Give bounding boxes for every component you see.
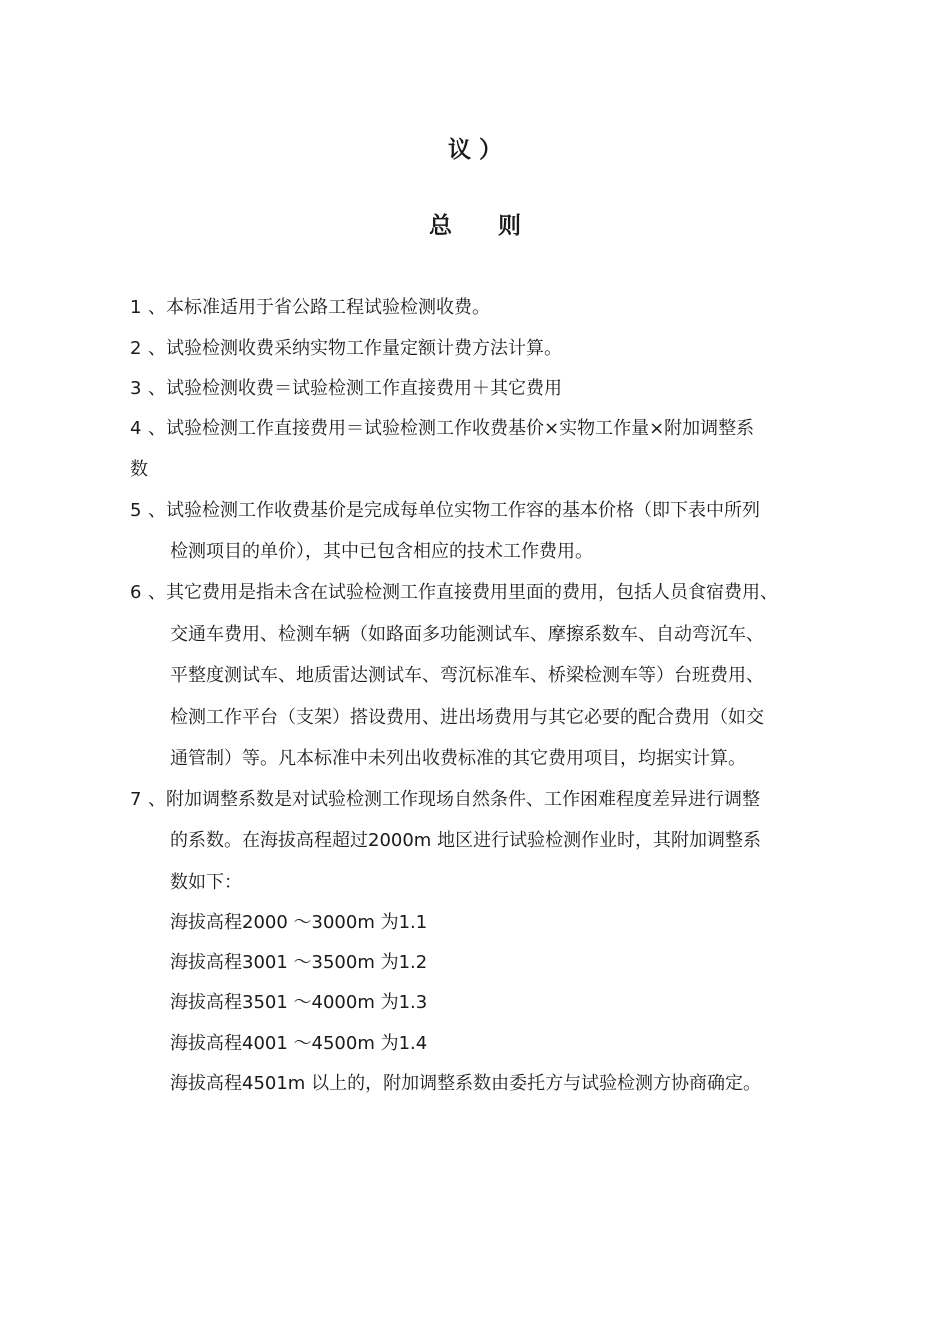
item-text-continuation: 交通车费用、检测车辆（如路面多功能测试车、摩擦系数车、自动弯沉车、: [170, 624, 764, 645]
item-text-continuation: 通管制）等。凡本标准中未列出收费标准的其它费用项目，均据实计算。: [170, 748, 746, 769]
section-title: 总 则: [429, 213, 521, 239]
item-text-continuation: 检测项目的单价），其中已包含相应的技术工作费用。: [170, 541, 593, 562]
altitude-rule: 海拔高程4501m 以上的，附加调整系数由委托方与试验检测方协商确定。: [170, 1073, 762, 1094]
page-header-fragment: 议 ）: [447, 137, 502, 163]
altitude-rule: 海拔高程3001 ～3500m 为1.2: [170, 952, 428, 973]
item-number: 6: [130, 582, 142, 603]
item-number: 4: [130, 418, 142, 439]
item-text: 、试验检测收费采纳实物工作量定额计费方法计算。: [148, 338, 562, 359]
item-number: 7: [130, 789, 142, 810]
item-text-continuation: 平整度测试车、地质雷达测试车、弯沉标准车、桥梁检测车等）台班费用、: [170, 665, 764, 686]
item-text-continuation: 数: [130, 459, 148, 480]
item-text: 、附加调整系数是对试验检测工作现场自然条件、工作困难程度差异进行调整: [148, 789, 760, 810]
item-text: 、本标准适用于省公路工程试验检测收费。: [148, 297, 490, 318]
item-text-continuation: 的系数。在海拔高程超过2000m 地区进行试验检测作业时，其附加调整系: [170, 830, 762, 851]
item-number: 3: [130, 378, 142, 399]
item-text-continuation: 数如下：: [170, 872, 242, 893]
altitude-rule: 海拔高程3501 ～4000m 为1.3: [170, 992, 428, 1013]
item-number: 5: [130, 500, 142, 521]
altitude-rule: 海拔高程2000 ～3000m 为1.1: [170, 912, 428, 933]
item-text: 、试验检测收费＝试验检测工作直接费用＋其它费用: [148, 378, 562, 399]
item-number: 2: [130, 338, 142, 359]
item-text: 、其它费用是指未含在试验检测工作直接费用里面的费用，包括人员食宿费用、: [148, 582, 778, 603]
item-text: 、试验检测工作收费基价是完成每单位实物工作容的基本价格（即下表中所列: [148, 500, 760, 521]
altitude-rule: 海拔高程4001 ～4500m 为1.4: [170, 1033, 428, 1054]
item-number: 1: [130, 297, 142, 318]
item-text: 、试验检测工作直接费用＝试验检测工作收费基价×实物工作量×附加调整系: [148, 418, 755, 439]
item-text-continuation: 检测工作平台（支架）搭设费用、进出场费用与其它必要的配合费用（如交: [170, 707, 764, 728]
